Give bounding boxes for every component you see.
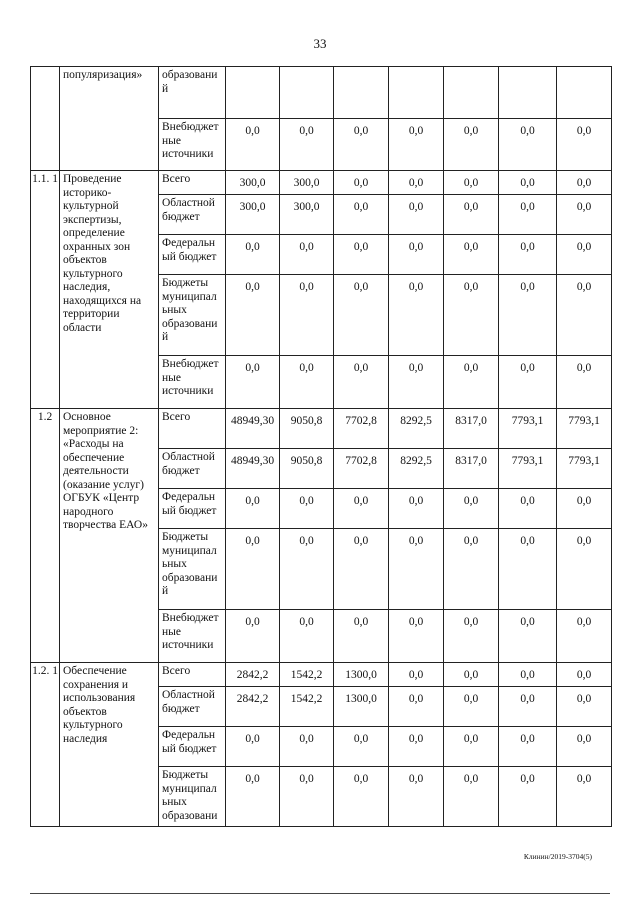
amount-cell: 0,0 <box>557 610 612 663</box>
table-row <box>31 171 612 195</box>
amount-cell: 8317,0 <box>444 449 499 489</box>
amount-cell: 0,0 <box>280 275 334 356</box>
amount-cell: 0,0 <box>499 767 557 827</box>
amount-cell: 7793,1 <box>499 409 557 449</box>
funding-source: Федеральн ый бюджет <box>159 489 226 529</box>
amount-cell: 0,0 <box>499 663 557 687</box>
amount-cell: 0,0 <box>444 767 499 827</box>
amount-cell: 0,0 <box>389 171 444 195</box>
amount-cell: 8292,5 <box>389 449 444 489</box>
amount-cell: 0,0 <box>389 610 444 663</box>
amount-cell: 0,0 <box>444 687 499 727</box>
amount-cell: 0,0 <box>226 529 280 610</box>
amount-cell: 0,0 <box>389 275 444 356</box>
amount-cell: 0,0 <box>444 727 499 767</box>
amount-cell: 0,0 <box>226 275 280 356</box>
amount-cell: 0,0 <box>389 767 444 827</box>
amount-cell: 0,0 <box>226 610 280 663</box>
amount-cell <box>280 67 334 119</box>
amount-cell: 0,0 <box>280 610 334 663</box>
amount-cell <box>499 67 557 119</box>
amount-cell: 0,0 <box>389 529 444 610</box>
amount-cell: 0,0 <box>444 356 499 409</box>
page-number: 33 <box>313 36 327 51</box>
amount-cell: 0,0 <box>499 610 557 663</box>
item-index: 1.1. 1 <box>31 171 60 409</box>
amount-cell: 9050,8 <box>280 409 334 449</box>
amount-cell: 0,0 <box>389 687 444 727</box>
budget-table <box>30 66 612 827</box>
amount-cell: 0,0 <box>444 171 499 195</box>
amount-cell: 0,0 <box>499 727 557 767</box>
table-row <box>31 409 612 449</box>
amount-cell: 0,0 <box>334 529 389 610</box>
amount-cell: 0,0 <box>226 119 280 171</box>
amount-cell: 0,0 <box>499 171 557 195</box>
amount-cell: 0,0 <box>444 663 499 687</box>
amount-cell: 0,0 <box>557 727 612 767</box>
amount-cell: 0,0 <box>389 119 444 171</box>
amount-cell <box>334 67 389 119</box>
amount-cell: 0,0 <box>557 171 612 195</box>
item-name: популяризация» <box>60 67 159 171</box>
amount-cell: 0,0 <box>280 356 334 409</box>
amount-cell: 0,0 <box>389 663 444 687</box>
amount-cell: 8292,5 <box>389 409 444 449</box>
amount-cell: 0,0 <box>226 767 280 827</box>
amount-cell: 0,0 <box>557 356 612 409</box>
amount-cell <box>557 67 612 119</box>
amount-cell: 8317,0 <box>444 409 499 449</box>
amount-cell: 0,0 <box>557 663 612 687</box>
amount-cell: 0,0 <box>280 767 334 827</box>
amount-cell: 1542,2 <box>280 663 334 687</box>
amount-cell: 0,0 <box>334 275 389 356</box>
amount-cell: 0,0 <box>557 529 612 610</box>
amount-cell: 0,0 <box>557 767 612 827</box>
amount-cell: 0,0 <box>334 489 389 529</box>
amount-cell: 0,0 <box>557 687 612 727</box>
table-row <box>31 663 612 687</box>
amount-cell: 9050,8 <box>280 449 334 489</box>
amount-cell: 48949,30 <box>226 449 280 489</box>
amount-cell: 300,0 <box>226 171 280 195</box>
amount-cell: 0,0 <box>280 489 334 529</box>
amount-cell: 0,0 <box>334 356 389 409</box>
amount-cell: 0,0 <box>280 727 334 767</box>
amount-cell: 0,0 <box>557 235 612 275</box>
amount-cell: 300,0 <box>280 195 334 235</box>
funding-source: Федеральн ый бюджет <box>159 235 226 275</box>
amount-cell: 0,0 <box>499 275 557 356</box>
amount-cell: 0,0 <box>389 489 444 529</box>
amount-cell: 0,0 <box>557 195 612 235</box>
amount-cell: 0,0 <box>557 275 612 356</box>
amount-cell: 0,0 <box>557 119 612 171</box>
amount-cell: 7793,1 <box>557 449 612 489</box>
amount-cell: 0,0 <box>389 235 444 275</box>
amount-cell: 0,0 <box>499 356 557 409</box>
funding-source: Бюджеты муниципал ьных образовани й <box>159 529 226 610</box>
amount-cell: 0,0 <box>334 767 389 827</box>
bottom-rule <box>30 893 610 894</box>
table-row <box>31 67 612 119</box>
amount-cell: 0,0 <box>499 687 557 727</box>
funding-source: Внебюджет ные источники <box>159 119 226 171</box>
amount-cell: 0,0 <box>444 489 499 529</box>
amount-cell: 300,0 <box>226 195 280 235</box>
amount-cell: 0,0 <box>499 195 557 235</box>
amount-cell: 0,0 <box>226 727 280 767</box>
item-name: Основное мероприятие 2: «Расходы на обеспечение деятельности (оказание услуг) ОГБУК «Центр народного творчества ЕАО» <box>60 409 159 663</box>
amount-cell: 7702,8 <box>334 449 389 489</box>
amount-cell: 48949,30 <box>226 409 280 449</box>
amount-cell: 0,0 <box>280 529 334 610</box>
amount-cell: 0,0 <box>444 275 499 356</box>
amount-cell: 0,0 <box>389 356 444 409</box>
funding-source: Областной бюджет <box>159 687 226 727</box>
amount-cell: 0,0 <box>334 235 389 275</box>
amount-cell: 0,0 <box>389 195 444 235</box>
funding-source: Внебюджет ные источники <box>159 356 226 409</box>
funding-source: Бюджеты муниципал ьных образовани <box>159 767 226 827</box>
amount-cell: 7702,8 <box>334 409 389 449</box>
amount-cell: 0,0 <box>444 610 499 663</box>
amount-cell: 0,0 <box>334 171 389 195</box>
amount-cell: 7793,1 <box>557 409 612 449</box>
footer-code: Клинин/2019-3704(5) <box>523 852 592 861</box>
amount-cell: 2842,2 <box>226 687 280 727</box>
amount-cell: 0,0 <box>557 489 612 529</box>
amount-cell: 0,0 <box>226 235 280 275</box>
amount-cell: 1542,2 <box>280 687 334 727</box>
item-index <box>31 67 60 171</box>
amount-cell: 0,0 <box>499 529 557 610</box>
amount-cell <box>389 67 444 119</box>
amount-cell: 0,0 <box>334 727 389 767</box>
amount-cell <box>444 67 499 119</box>
amount-cell: 0,0 <box>499 119 557 171</box>
amount-cell: 0,0 <box>499 489 557 529</box>
funding-source: Федеральн ый бюджет <box>159 727 226 767</box>
funding-source: Областной бюджет <box>159 449 226 489</box>
amount-cell <box>226 67 280 119</box>
funding-source: Всего <box>159 171 226 195</box>
amount-cell: 0,0 <box>226 356 280 409</box>
item-name: Проведение историко-культурной экспертизы, определение охранных зон объектов культурного наследия, находящихся на территории области <box>60 171 159 409</box>
amount-cell: 0,0 <box>499 235 557 275</box>
item-name: Обеспечение сохранения и использования объектов культурного наследия <box>60 663 159 827</box>
amount-cell: 0,0 <box>334 119 389 171</box>
amount-cell: 1300,0 <box>334 663 389 687</box>
amount-cell: 0,0 <box>226 489 280 529</box>
amount-cell: 0,0 <box>334 195 389 235</box>
amount-cell: 0,0 <box>389 727 444 767</box>
funding-source: Всего <box>159 409 226 449</box>
amount-cell: 7793,1 <box>499 449 557 489</box>
funding-source: образовани й <box>159 67 226 119</box>
funding-source: Областной бюджет <box>159 195 226 235</box>
item-index: 1.2 <box>31 409 60 663</box>
amount-cell: 0,0 <box>444 119 499 171</box>
item-index: 1.2. 1 <box>31 663 60 827</box>
amount-cell: 0,0 <box>334 610 389 663</box>
amount-cell: 0,0 <box>280 119 334 171</box>
amount-cell: 0,0 <box>280 235 334 275</box>
amount-cell: 0,0 <box>444 235 499 275</box>
amount-cell: 2842,2 <box>226 663 280 687</box>
funding-source: Внебюджет ные источники <box>159 610 226 663</box>
amount-cell: 0,0 <box>444 195 499 235</box>
amount-cell: 1300,0 <box>334 687 389 727</box>
funding-source: Бюджеты муниципал ьных образовани й <box>159 275 226 356</box>
amount-cell: 300,0 <box>280 171 334 195</box>
funding-source: Всего <box>159 663 226 687</box>
amount-cell: 0,0 <box>444 529 499 610</box>
